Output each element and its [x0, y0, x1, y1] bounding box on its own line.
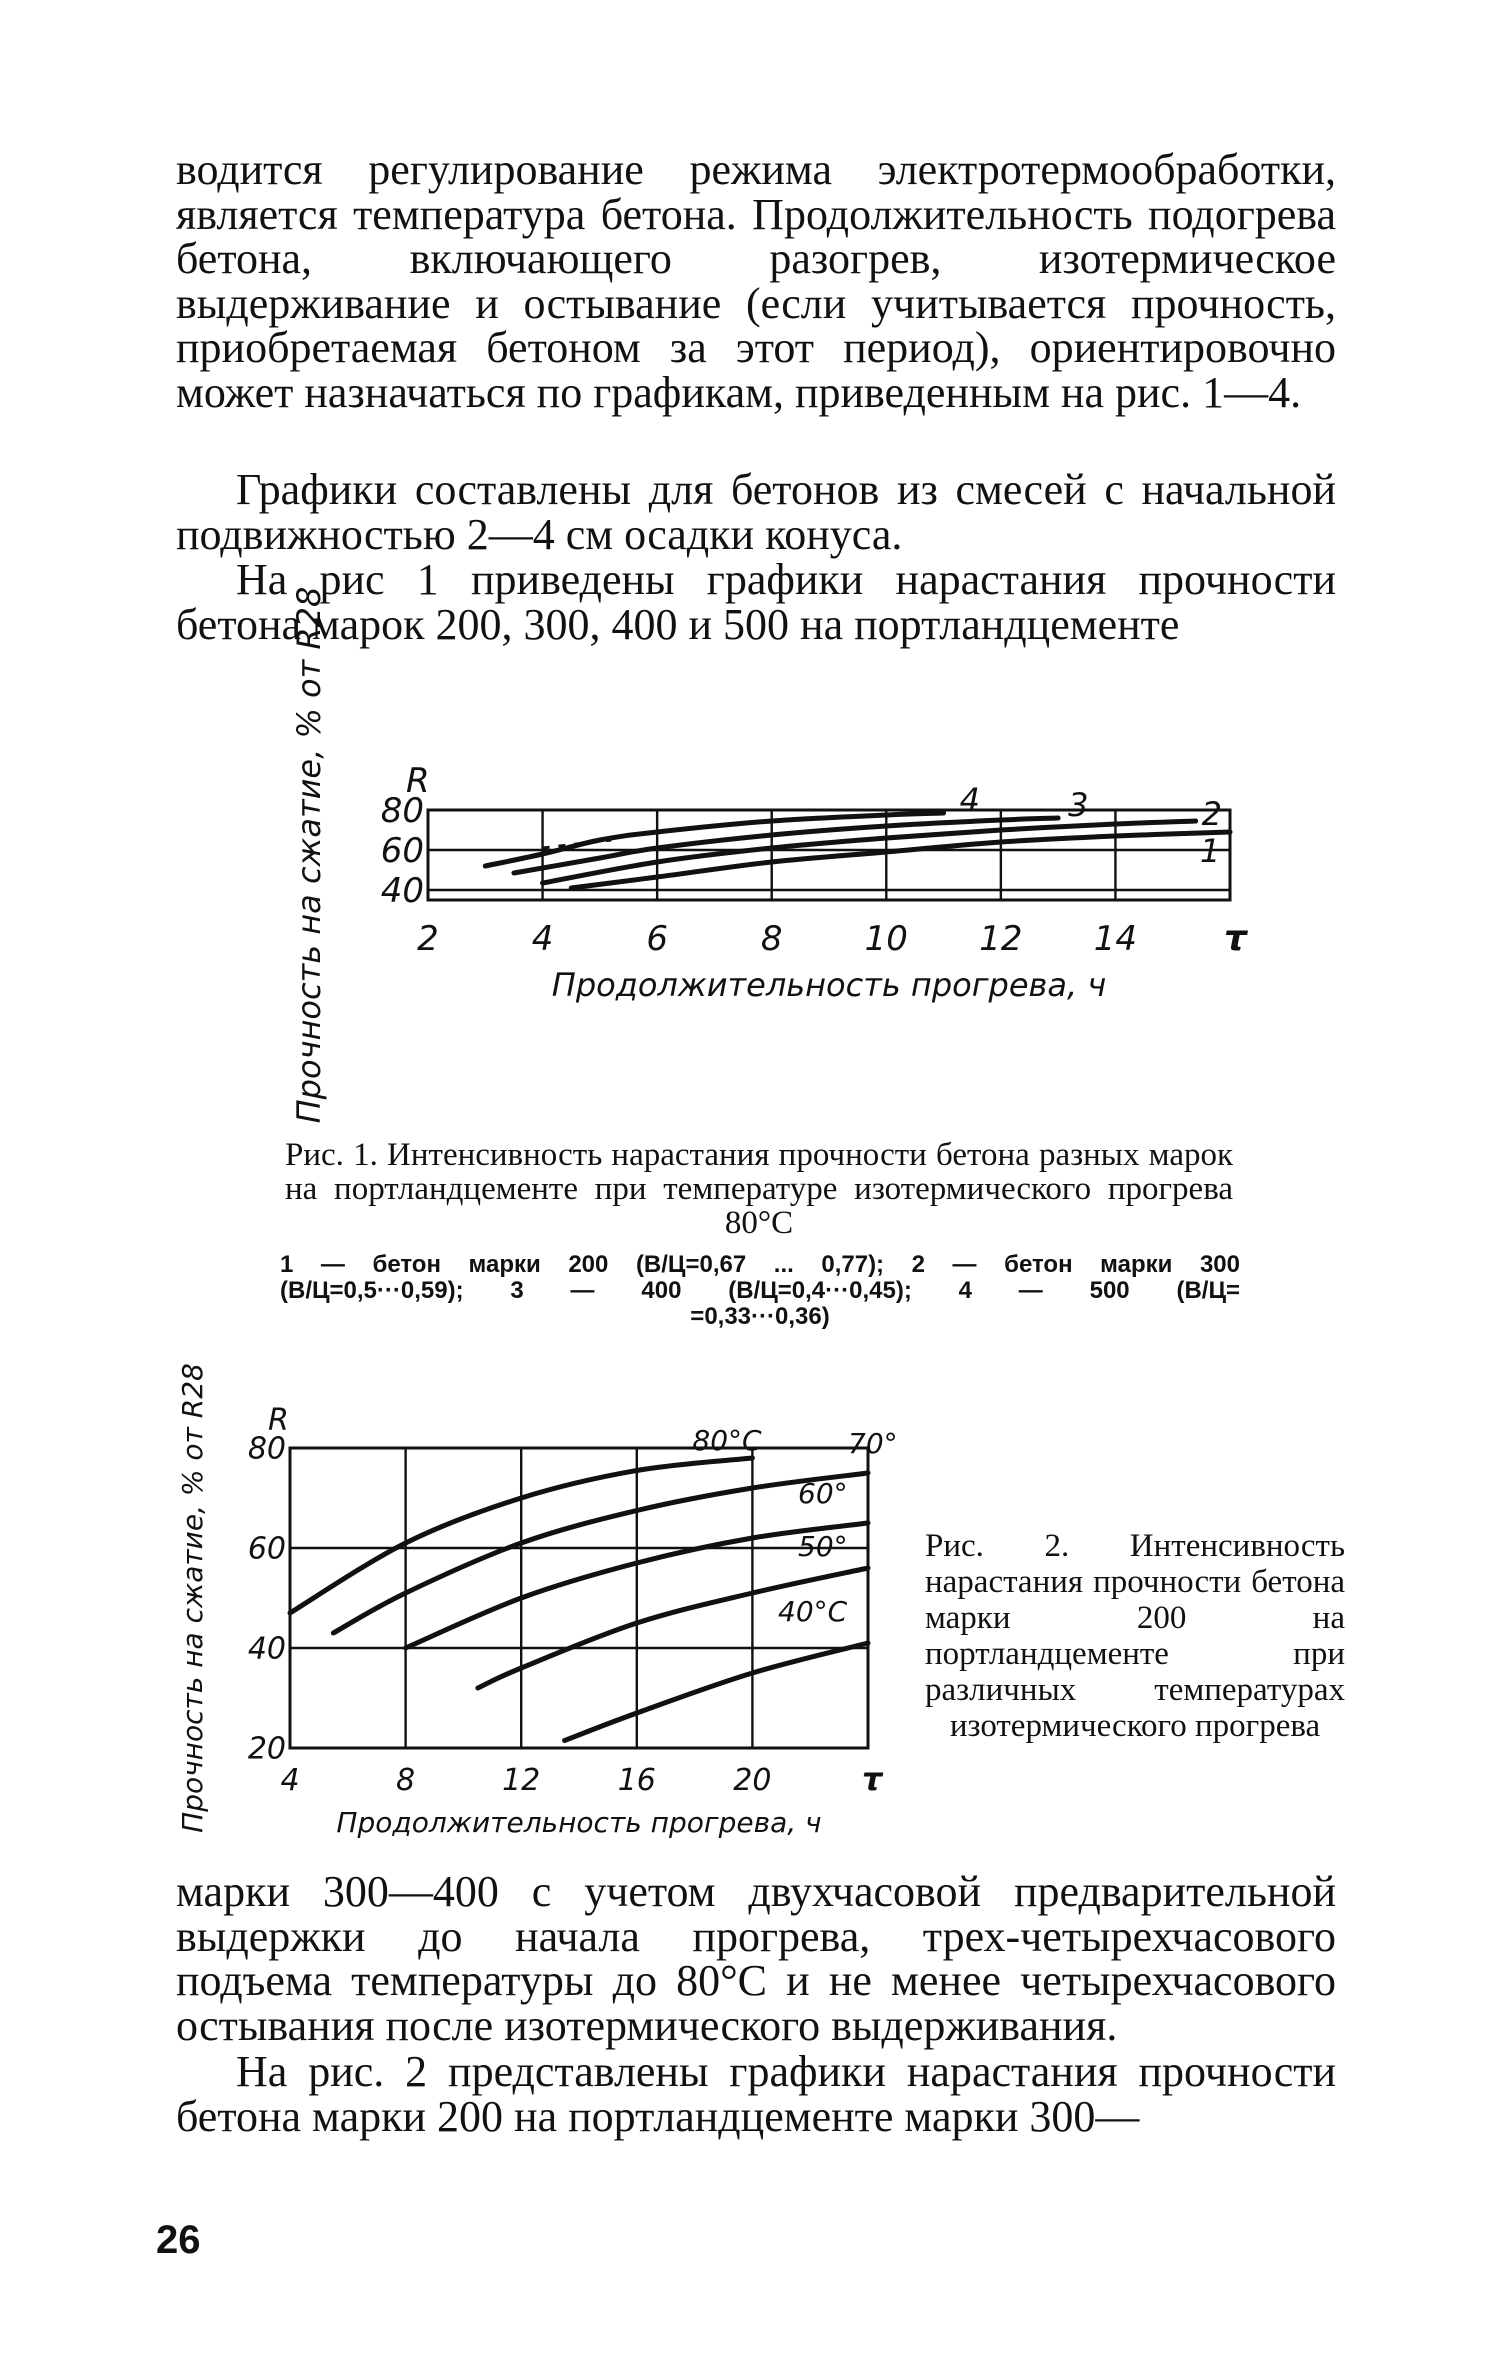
paragraph-4: марки 300—400 с учетом двухчасовой предварительной выдержки до начала прогрева, трех-четырехчасового подъема температуры до 80°C и не менее четырехчасового остывания после изотермического выдерживания.: [176, 1867, 1336, 2050]
x-tick-label: 20: [733, 1763, 772, 1798]
x-tick-label: 8: [760, 919, 783, 959]
page-number: 26: [156, 2218, 201, 2262]
x-axis-symbol: τ: [1224, 918, 1247, 959]
paragraph-5: На рис. 2 представлены графики нарастания прочности бетона марки 200 на портландцементе марки 300—: [176, 2047, 1336, 2141]
series-line-5: [565, 1643, 868, 1741]
x-tick-label: 12: [502, 1763, 541, 1798]
y-tick-label: 40: [380, 870, 424, 911]
series-label: 1: [1200, 832, 1221, 870]
x-axis-label: Продолжительность прогрева, ч: [336, 1806, 822, 1839]
paragraph-2: Графики составлены для бетонов из смесей с начальной подвижностью 2—4 см осадки конуса.: [176, 465, 1336, 559]
series-label: 70°: [848, 1427, 898, 1460]
x-tick-label: 12: [979, 919, 1023, 959]
y-axis-label: Прочность на сжатие, % от R28: [176, 1363, 209, 1833]
y-axis-symbol: R: [406, 761, 430, 801]
y-tick-label: 40: [247, 1631, 286, 1667]
x-tick-label: 8: [396, 1763, 416, 1798]
x-tick-label: 10: [864, 919, 908, 959]
x-tick-label: 16: [617, 1763, 656, 1798]
series-label: 60°: [798, 1477, 848, 1510]
series-label: 4: [959, 781, 980, 819]
x-axis-label: Продолжительность прогрева, ч: [551, 966, 1107, 1004]
y-tick-label: 60: [247, 1531, 286, 1567]
series-line-4: [478, 1568, 868, 1688]
x-axis-symbol: τ: [862, 1760, 883, 1798]
figure-1-legend-line-1: 1 — бетон марки 200 (В/Ц=0,67 ... 0,77); 2 — бетон марки 300: [280, 1251, 1240, 1278]
y-axis-label: Прочность на сжатие, % от R28: [290, 586, 328, 1124]
x-tick-label: 14: [1093, 919, 1138, 959]
y-tick-label: 20: [247, 1731, 286, 1767]
figure-1-legend-line-2: (В/Ц=0,5···0,59); 3 — 400 (В/Ц=0,4···0,45); 4 — 500 (В/Ц=: [280, 1277, 1240, 1304]
series-label: 3: [1068, 786, 1089, 824]
figure-2-chart: [176, 1363, 900, 1840]
y-axis-symbol: R: [268, 1403, 289, 1438]
paragraph-3: На рис 1 приведены графики нарастания прочности бетона марок 200, 300, 400 и 500 на портландцементе: [176, 555, 1336, 649]
figure-2-caption: Рис. 2. Интенсивность нарастания прочности бетона марки 200 на портландцементе при различных температурах изотермического прогрева: [925, 1528, 1345, 1744]
x-tick-label: 4: [280, 1763, 300, 1798]
series-label: 40°С: [778, 1595, 848, 1628]
paragraph-1: водится регулирование режима электротермообработки, является температура бетона. Продолжительность подогрева бетона, включающего разогрев, изотермическое выдерживание и остывание (если учитывается прочность, приобретаемая бетоном за этот период), ориентировочно может назначаться по графикам, приведенным на рис. 1—4.: [176, 145, 1336, 417]
figure-1-legend-line-3: =0,33···0,36): [690, 1303, 830, 1330]
figure-1-caption: Рис. 1. Интенсивность нарастания прочности бетона разных марок на портландцементе при температуре изотермического прогрева 80°C: [285, 1137, 1233, 1241]
y-tick-label: 80: [380, 790, 424, 831]
series-label: 80°С: [692, 1424, 762, 1457]
x-tick-label: 4: [531, 919, 554, 959]
x-tick-label: 2: [417, 919, 439, 959]
x-tick-label: 6: [646, 919, 668, 959]
y-tick-label: 60: [380, 830, 424, 871]
series-label: 2: [1201, 795, 1222, 833]
series-label: 50°: [798, 1530, 848, 1563]
y-tick-label: 80: [247, 1431, 286, 1467]
